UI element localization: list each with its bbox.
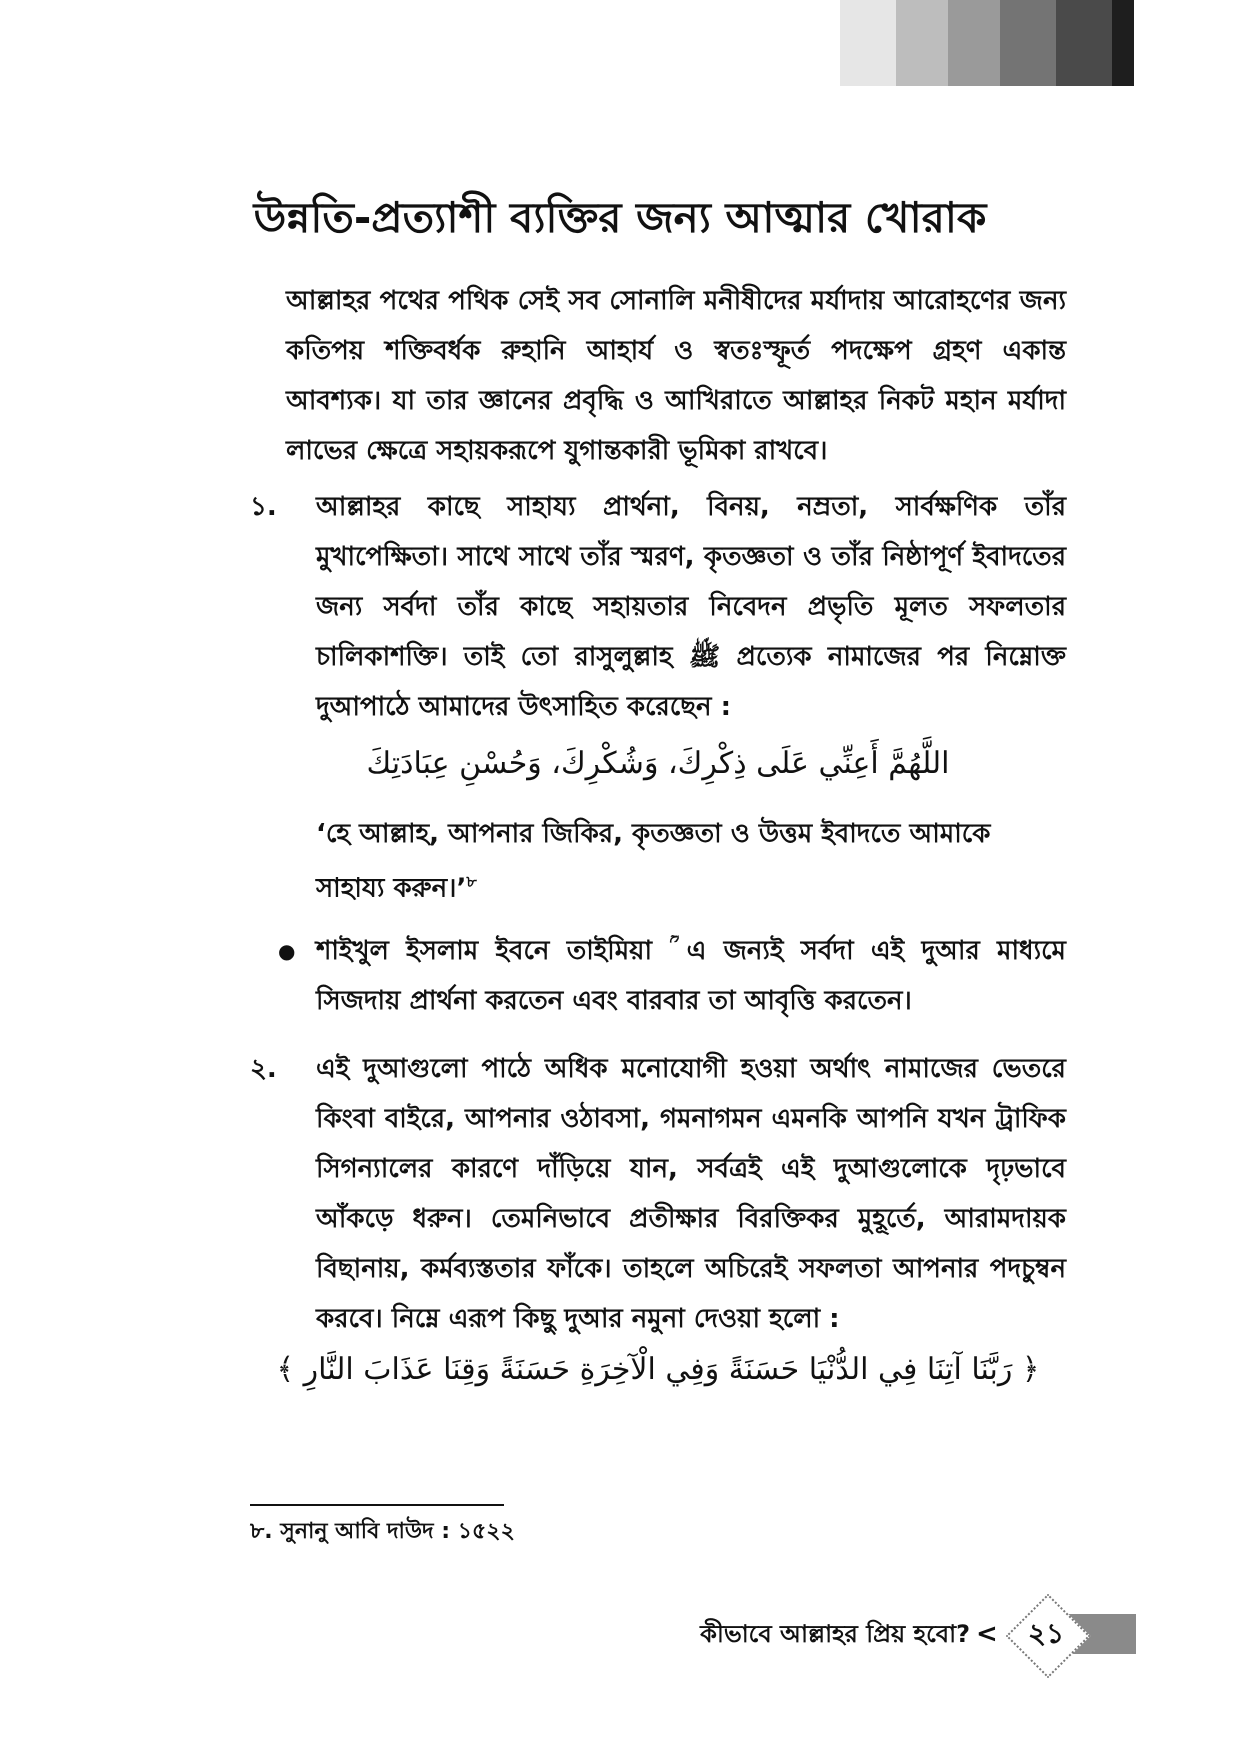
footnote-ref: ৮ (466, 872, 477, 891)
swatch-1 (840, 0, 896, 86)
chevron-left-icon: < (976, 1619, 998, 1649)
footnote-rule (250, 1504, 504, 1506)
arabic-dua-2: ﴿ رَبَّنَا آتِنَا فِي الدُّنْيَا حَسَنَةً وَفِي الْآخِرَةِ حَسَنَةً وَقِنَا عَذَابَ النَّارِ ﴾ (276, 1352, 1040, 1387)
numbered-item-2 (250, 1044, 1066, 1344)
swatch-4 (1000, 0, 1056, 86)
footnote: ৮. সুনানু আবি দাউদ : ১৫২২ (250, 1519, 515, 1544)
item-text: এই দুআগুলো পাঠে অধিক মনোযোগী হওয়া অর্থাৎ নামাজের ভেতরে কিংবা বাইরে, আপনার ওঠাবসা, গমনাগমন এমনকি আপনি যখন ট্রাফিক সিগন্যালের কারণে দাঁড়িয়ে যান, সর্বত্রই এই দুআগুলোকে দৃঢ়ভাবে আঁকড়ে ধরুন। তেমনিভাবে প্রতীক্ষার বিরক্তিকর মুহূর্তে, আরামদায়ক বিছানায়, কর্মব্যস্ততার ফাঁকে। তাহলে অচিরেই সফলতা আপনার পদচুম্বন করবে। নিম্নে এরূপ কিছু দুআর নমুনা দেওয়া হলো : (316, 1054, 1066, 1334)
item-text: আল্লাহর কাছে সাহায্য প্রার্থনা, বিনয়, নম্রতা, সার্বক্ষণিক তাঁর মুখাপেক্ষিতা। সাথে সাথে তাঁর স্মরণ, কৃতজ্ঞতা ও তাঁর নিষ্ঠাপূর্ণ ইবাদতের জন্য সর্বদা তাঁর কাছে সহায়তার নিবেদন প্রভৃতি মূলত সফলতার চালিকাশক্তি। তাই তো রাসুলুল্লাহ ﷺ প্রত্যেক নামাজের পর নিম্নোক্ত দুআপাঠে আমাদের উৎসাহিত করেছেন : (316, 492, 1066, 722)
intro-paragraph: আল্লাহর পথের পথিক সেই সব সোনালি মনীষীদের মর্যাদায় আরোহণের জন্য কতিপয় শক্তিবর্ধক রুহানি আহার্য ও স্বতঃস্ফূর্ত পদক্ষেপ গ্রহণ একান্ত আবশ্যক। যা তার জ্ঞানের প্রবৃদ্ধি ও আখিরাতে আল্লাহর নিকট মহান মর্যাদা লাভের ক্ষেত্রে সহায়করূপে যুগান্তকারী ভূমিকা রাখবে। (286, 286, 1066, 466)
swatch-2 (896, 0, 948, 86)
page-title: উন্নতি-প্রত্যাশী ব্যক্তির জন্য আত্মার খোরাক (253, 193, 987, 242)
bullet-marker: ● (278, 939, 296, 963)
item-number: ২. (250, 1054, 277, 1084)
swatch-6 (1112, 0, 1134, 86)
quote-text: ‘হে আল্লাহ, আপনার জিকির, কৃতজ্ঞতা ও উত্তম ইবাদতে আমাকে সাহায্য করুন।’ (316, 819, 991, 904)
swatch-5 (1056, 0, 1112, 86)
translation-quote (316, 810, 1056, 913)
header-swatches (840, 0, 1134, 86)
bullet-text: শাইখুল ইসলাম ইবনে তাইমিয়া ؒ এ জন্যই সর্বদা এই দুআর মাধ্যমে সিজদায় প্রার্থনা করতেন এবং বারবার তা আবৃত্তি করতেন। (316, 936, 1066, 1016)
page-number: ২১ (1027, 1617, 1065, 1650)
item-number: ১. (250, 492, 277, 522)
bullet-item (250, 926, 1066, 1026)
footer-book-title: কীভাবে আল্লাহর প্রিয় হবো? (700, 1620, 970, 1648)
numbered-item-1 (250, 482, 1066, 732)
swatch-3 (948, 0, 1000, 86)
arabic-dua-1: اللَّهُمَّ أَعِنِّي عَلَى ذِكْرِكَ، وَشُكْرِكَ، وَحُسْنِ عِبَادَتِكَ (366, 746, 950, 781)
